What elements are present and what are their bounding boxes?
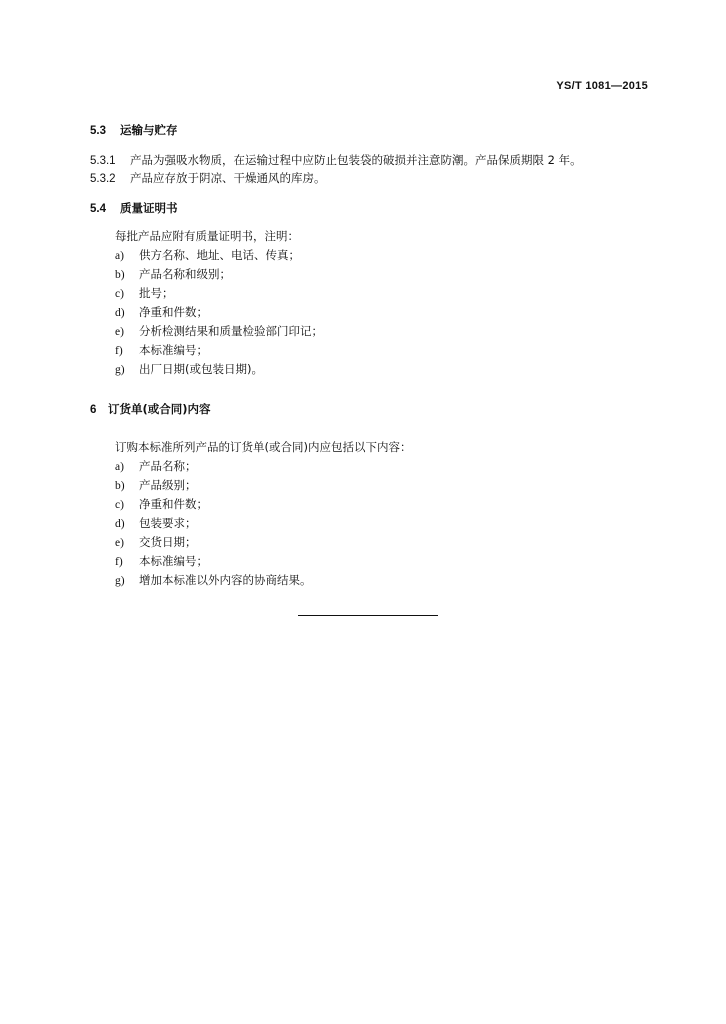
item-marker: a) — [115, 461, 124, 473]
clause-text: 产品为强吸水物质，在运输过程中应防止包装袋的破损并注意防潮。产品保质期限 2 年。 — [130, 153, 582, 167]
standard-code: YS/T 1081—2015 — [556, 80, 648, 92]
item-text: 交货日期； — [139, 535, 197, 549]
item-text: 包装要求； — [139, 516, 197, 530]
item-text: 产品名称和级别； — [139, 267, 231, 281]
section-5-3-heading — [90, 123, 178, 138]
item-marker: b) — [115, 269, 125, 281]
item-marker: e) — [115, 537, 124, 549]
item-marker: c) — [115, 288, 124, 300]
item-marker: g) — [115, 575, 125, 587]
clause-5-3-1 — [90, 153, 582, 168]
section-title: 质量证明书 — [120, 201, 178, 215]
document-end-rule — [298, 615, 438, 616]
item-text: 出厂日期(或包装日期)。 — [139, 362, 263, 376]
list-item — [115, 362, 263, 377]
section-6-heading — [90, 402, 211, 417]
item-text: 批号； — [139, 286, 174, 300]
item-text: 供方名称、地址、电话、传真； — [139, 248, 300, 262]
list-item — [115, 573, 312, 588]
clause-text: 产品应存放于阴凉、干燥通风的库房。 — [130, 171, 326, 185]
list-item — [115, 324, 323, 339]
list-item — [115, 286, 174, 301]
section-number: 6 — [90, 404, 97, 416]
clause-number: 5.3.2 — [90, 173, 116, 185]
list-item — [115, 267, 231, 282]
item-text: 分析检测结果和质量检验部门印记； — [139, 324, 323, 338]
section-title: 订货单(或合同)内容 — [108, 402, 211, 416]
section-number: 5.3 — [90, 125, 106, 137]
item-text: 本标准编号； — [139, 554, 208, 568]
item-marker: e) — [115, 326, 124, 338]
list-item — [115, 516, 197, 531]
item-marker: f) — [115, 556, 123, 568]
section-title: 运输与贮存 — [120, 123, 178, 137]
item-text: 净重和件数； — [139, 305, 208, 319]
item-marker: c) — [115, 499, 124, 511]
item-marker: d) — [115, 518, 125, 530]
item-text: 产品名称； — [139, 459, 197, 473]
section-5-4-heading — [90, 201, 178, 216]
item-marker: d) — [115, 307, 125, 319]
list-item — [115, 478, 197, 493]
item-text: 本标准编号； — [139, 343, 208, 357]
list-item — [115, 305, 208, 320]
list-item — [115, 554, 208, 569]
item-marker: f) — [115, 345, 123, 357]
list-item — [115, 248, 300, 263]
section-5-4-intro: 每批产品应附有质量证明书，注明： — [115, 229, 299, 243]
item-marker: b) — [115, 480, 125, 492]
item-marker: a) — [115, 250, 124, 262]
section-number: 5.4 — [90, 203, 106, 215]
item-text: 增加本标准以外内容的协商结果。 — [139, 573, 312, 587]
item-text: 产品级别； — [139, 478, 197, 492]
list-item — [115, 343, 208, 358]
list-item — [115, 497, 208, 512]
clause-number: 5.3.1 — [90, 155, 116, 167]
clause-5-3-2 — [90, 171, 326, 186]
item-text: 净重和件数； — [139, 497, 208, 511]
list-item — [115, 459, 197, 474]
item-marker: g) — [115, 364, 125, 376]
list-item — [115, 535, 197, 550]
section-6-intro: 订购本标准所列产品的订货单(或合同)内应包括以下内容： — [115, 440, 412, 454]
